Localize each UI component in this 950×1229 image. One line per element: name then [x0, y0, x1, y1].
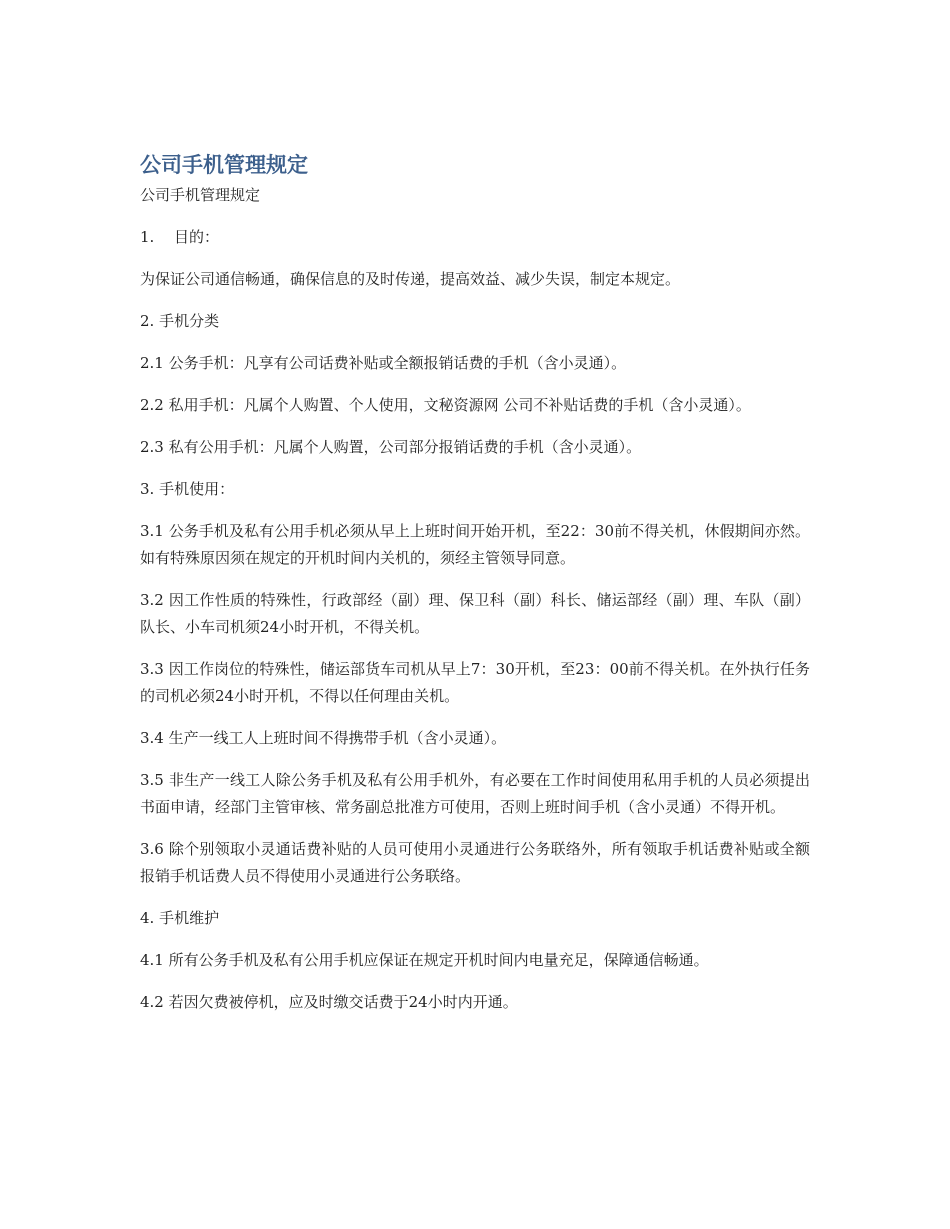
paragraph-2-2: 2.2 私用手机：凡属个人购置、个人使用，文秘资源网 公司不补贴话费的手机（含小灵通）。: [140, 396, 751, 414]
document-subtitle: 公司手机管理规定: [140, 186, 261, 204]
paragraph-3-4: 3.4 生产一线工人上班时间不得携带手机（含小灵通）。: [140, 729, 507, 747]
paragraph-3-3: 3.3 因工作岗位的特殊性，储运部货车司机从早上7：30开机，至23：00前不得关机。在外执行任务的司机必须24小时开机，不得以任何理由关机。: [140, 660, 810, 705]
list-text: 目的：: [174, 228, 220, 246]
list-item-purpose: [140, 224, 810, 251]
paragraph-2-3: 2.3 私有公用手机：凡属个人购置，公司部分报销话费的手机（含小灵通）。: [140, 438, 642, 456]
document-title: 公司手机管理规定: [140, 153, 308, 177]
document-page: [140, 150, 810, 1031]
paragraph-4-2: 4.2 若因欠费被停机，应及时缴交话费于24小时内开通。: [140, 993, 518, 1011]
section-heading-2: 2. 手机分类: [140, 312, 220, 330]
section-heading-4: 4. 手机维护: [140, 909, 220, 927]
list-number: 1.: [140, 228, 155, 246]
paragraph-3-2: 3.2 因工作性质的特殊性，行政部经（副）理、保卫科（副）科长、储运部经（副）理、车队（副）队长、小车司机须24小时开机，不得关机。: [140, 591, 810, 636]
paragraph-3-5: 3.5 非生产一线工人除公务手机及私有公用手机外，有必要在工作时间使用私用手机的人员必须提出书面申请，经部门主管审核、常务副总批准方可使用，否则上班时间手机（含小灵通）不得开机。: [140, 771, 810, 816]
paragraph-2-1: 2.1 公务手机：凡享有公司话费补贴或全额报销话费的手机（含小灵通）。: [140, 354, 627, 372]
section-heading-3: 3. 手机使用：: [140, 480, 235, 498]
paragraph-3-6: 3.6 除个别领取小灵通话费补贴的人员可使用小灵通进行公务联络外，所有领取手机话费补贴或全额报销手机话费人员不得使用小灵通进行公务联络。: [140, 840, 810, 885]
paragraph-3-1: 3.1 公务手机及私有公用手机必须从早上上班时间开始开机，至22：30前不得关机，休假期间亦然。如有特殊原因须在规定的开机时间内关机的，须经主管领导同意。: [140, 522, 810, 567]
paragraph-4-1: 4.1 所有公务手机及私有公用手机应保证在规定开机时间内电量充足，保障通信畅通。: [140, 951, 709, 969]
paragraph-purpose: 为保证公司通信畅通，确保信息的及时传递，提高效益、减少失误，制定本规定。: [140, 270, 681, 288]
